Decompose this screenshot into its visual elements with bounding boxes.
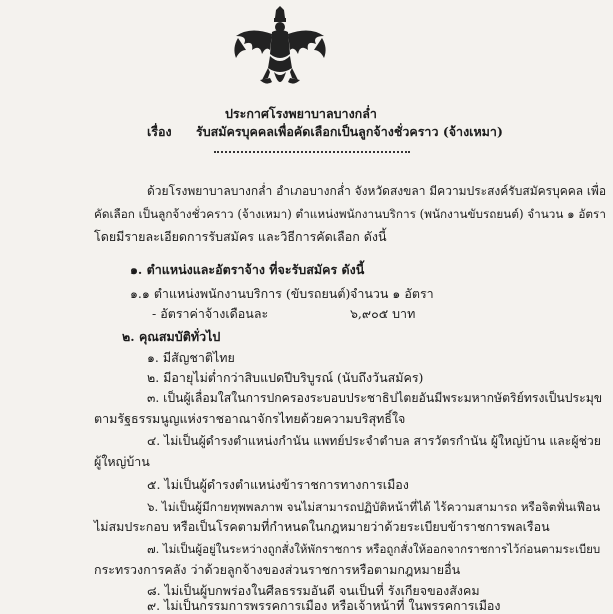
qualification-9: ๙. ไม่เป็นกรรมการพรรคการเมือง หรือเจ้าหน้าที่ ในพรรคการเมือง: [147, 598, 501, 613]
qualification-6a: ๖. ไม่เป็นผู้มีกายทุพพลภาพ จนไม่สามารถปฏิบัติหน้าที่ได้ ไร้ความสามารถ หรือจิตฟั่นเฟือน: [147, 500, 601, 514]
section1-item: ๑.๑ ตำแหน่งพนักงานบริการ (ขับรถยนต์): [130, 286, 351, 301]
subject-prefix: เรื่อง: [147, 124, 172, 139]
qualification-7b: กระทรวงการคลัง ว่าด้วยลูกจ้างของส่วนราชการหรือตามกฎหมายอื่น: [94, 562, 461, 577]
section2-heading: ๒. คุณสมบัติทั่วไป: [122, 329, 221, 344]
wage-value: ๖,๙๐๕ บาท: [350, 306, 416, 321]
wage-label: - อัตราค่าจ้างเดือนละ: [152, 306, 269, 321]
qualification-7a: ๗. ไม่เป็นผู้อยู่ในระหว่างถูกสั่งให้พักราชการ หรือถูกสั่งให้ออกจากราชการไว้ก่อนตามระเบียบ: [147, 542, 601, 556]
subject-title: รับสมัครบุคคลเพื่อคัดเลือกเป็นลูกจ้างชั่วคราว (จ้างเหมา): [196, 124, 503, 139]
intro-line-1: ด้วยโรงพยาบาลบางกล่ำ อำเภอบางกล่ำ จังหวัดสงขลา มีความประสงค์รับสมัครบุคคล เพื่อ: [147, 184, 607, 198]
qualification-8: ๘. ไม่เป็นผู้บกพร่องในศีลธรรมอันดี จนเป็นที่ รังเกียจของสังคม: [147, 583, 480, 598]
title-divider: [214, 151, 410, 153]
garuda-emblem-icon: [230, 6, 330, 94]
intro-line-2: คัดเลือก เป็นลูกจ้างชั่วคราว (จ้างเหมา) ตำแหน่งพนักงานบริการ (พนักงานขับรถยนต์) จำนวน ๑ อัตรา: [94, 207, 606, 221]
intro-line-3: โดยมีรายละเอียดการรับสมัคร และวิธีการคัดเลือก ดังนี้: [94, 229, 387, 244]
qualification-2: ๒. มีอายุไม่ต่ำกว่าสิบแปดปีบริบูรณ์ (นับถึงวันสมัคร): [147, 370, 424, 385]
qualification-4a: ๔. ไม่เป็นผู้ดำรงตำแหน่งกำนัน แพทย์ประจำตำบล สารวัตรกำนัน ผู้ใหญ่บ้าน และผู้ช่วย: [147, 434, 601, 448]
section1-heading: ๑. ตำแหน่งและอัตราจ้าง ที่จะรับสมัคร ดังนี้: [130, 262, 365, 277]
qualification-5: ๕. ไม่เป็นผู้ดำรงตำแหน่งข้าราชการทางการเมือง: [147, 477, 409, 492]
qualification-3a: ๓. เป็นผู้เลื่อมใสในการปกครองระบอบประชาธิปไตยอันมีพระมหากษัตริย์ทรงเป็นประมุข: [147, 391, 603, 405]
qualification-3b: ตามรัฐธรรมนูญแห่งราชอาณาจักรไทยด้วยความบริสุทธิ์ใจ: [94, 411, 406, 426]
section1-item-count: จำนวน ๑ อัตรา: [350, 286, 434, 301]
agency-title: ประกาศโรงพยาบาลบางกล่ำ: [225, 106, 377, 121]
qualification-4b: ผู้ใหญ่บ้าน: [94, 454, 150, 469]
qualification-6b: ไม่สมประกอบ หรือเป็นโรคตามที่กำหนดในกฎหมายว่าด้วยระเบียบข้าราชการพลเรือน: [94, 519, 550, 534]
qualification-1: ๑. มีสัญชาติไทย: [147, 350, 235, 365]
